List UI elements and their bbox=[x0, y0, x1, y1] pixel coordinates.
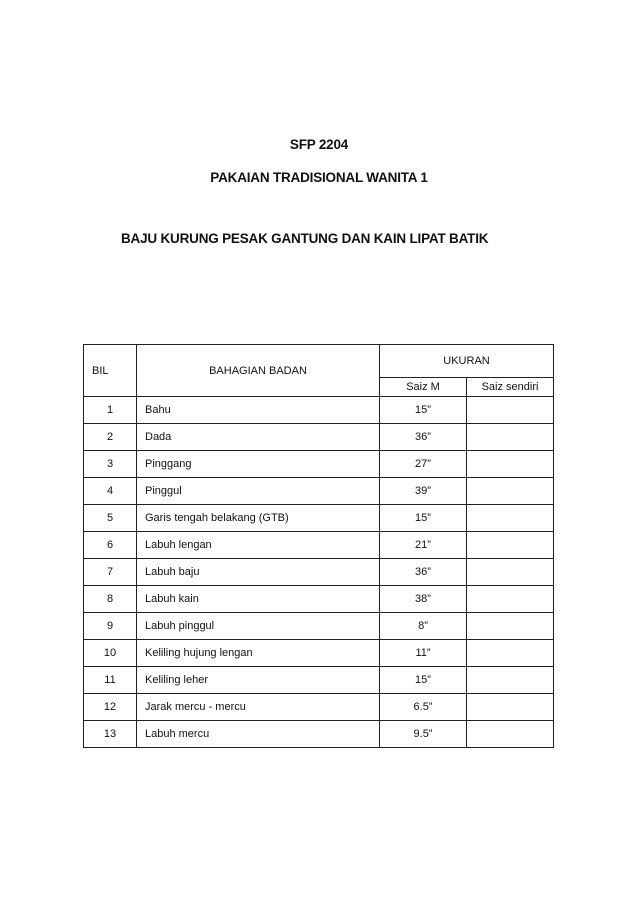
body-part-cell: Jarak mercu - mercu bbox=[137, 694, 380, 721]
row-number: 2 bbox=[84, 424, 137, 451]
table-body bbox=[84, 397, 554, 748]
table-row bbox=[84, 559, 554, 586]
row-number: 10 bbox=[84, 640, 137, 667]
size-own-cell bbox=[467, 397, 554, 424]
body-part-cell: Bahu bbox=[137, 397, 380, 424]
subject-title: BAJU KURUNG PESAK GANTUNG DAN KAIN LIPAT BATIK bbox=[121, 231, 489, 246]
size-own-cell bbox=[467, 532, 554, 559]
size-m-cell: 39” bbox=[380, 478, 467, 505]
body-part-cell: Labuh baju bbox=[137, 559, 380, 586]
size-own-cell bbox=[467, 613, 554, 640]
table-row bbox=[84, 397, 554, 424]
size-own-cell bbox=[467, 694, 554, 721]
size-m-cell: 9.5” bbox=[380, 721, 467, 748]
body-part-cell: Labuh pinggul bbox=[137, 613, 380, 640]
size-m-cell: 15” bbox=[380, 667, 467, 694]
table-row bbox=[84, 424, 554, 451]
body-part-cell: Garis tengah belakang (GTB) bbox=[137, 505, 380, 532]
size-own-cell bbox=[467, 505, 554, 532]
size-m-cell: 15” bbox=[380, 505, 467, 532]
size-own-cell bbox=[467, 451, 554, 478]
size-m-cell: 6.5” bbox=[380, 694, 467, 721]
size-m-cell: 27” bbox=[380, 451, 467, 478]
row-number: 11 bbox=[84, 667, 137, 694]
body-part-cell: Pinggul bbox=[137, 478, 380, 505]
header-size-m: Saiz M bbox=[380, 378, 467, 397]
row-number: 13 bbox=[84, 721, 137, 748]
row-number: 3 bbox=[84, 451, 137, 478]
row-number: 4 bbox=[84, 478, 137, 505]
body-part-cell: Labuh lengan bbox=[137, 532, 380, 559]
row-number: 12 bbox=[84, 694, 137, 721]
table-row bbox=[84, 451, 554, 478]
row-number: 5 bbox=[84, 505, 137, 532]
body-part-cell: Labuh kain bbox=[137, 586, 380, 613]
table-row bbox=[84, 478, 554, 505]
size-own-cell bbox=[467, 424, 554, 451]
size-own-cell bbox=[467, 640, 554, 667]
body-part-cell: Labuh mercu bbox=[137, 721, 380, 748]
size-m-cell: 8” bbox=[380, 613, 467, 640]
table-row bbox=[84, 667, 554, 694]
size-m-cell: 11” bbox=[380, 640, 467, 667]
table-row bbox=[84, 721, 554, 748]
table-row bbox=[84, 505, 554, 532]
row-number: 6 bbox=[84, 532, 137, 559]
size-own-cell bbox=[467, 478, 554, 505]
header-body-part: BAHAGIAN BADAN bbox=[137, 345, 380, 397]
size-m-cell: 21” bbox=[380, 532, 467, 559]
body-part-cell: Keliling hujung lengan bbox=[137, 640, 380, 667]
size-own-cell bbox=[467, 721, 554, 748]
course-code: SFP 2204 bbox=[289, 137, 349, 152]
size-own-cell bbox=[467, 586, 554, 613]
header-size-own: Saiz sendiri bbox=[467, 378, 554, 397]
size-own-cell bbox=[467, 667, 554, 694]
table-row bbox=[84, 532, 554, 559]
size-m-cell: 15” bbox=[380, 397, 467, 424]
body-part-cell: Pinggang bbox=[137, 451, 380, 478]
body-part-cell: Dada bbox=[137, 424, 380, 451]
row-number: 9 bbox=[84, 613, 137, 640]
table-row bbox=[84, 613, 554, 640]
table-row bbox=[84, 694, 554, 721]
table-row bbox=[84, 586, 554, 613]
size-own-cell bbox=[467, 559, 554, 586]
measurement-table bbox=[83, 344, 554, 748]
size-m-cell: 36” bbox=[380, 559, 467, 586]
header-bil: BIL bbox=[84, 345, 137, 397]
course-title: PAKAIAN TRADISIONAL WANITA 1 bbox=[210, 170, 428, 185]
row-number: 1 bbox=[84, 397, 137, 424]
size-m-cell: 38” bbox=[380, 586, 467, 613]
header-ukuran: UKURAN bbox=[380, 345, 554, 378]
row-number: 7 bbox=[84, 559, 137, 586]
body-part-cell: Keliling leher bbox=[137, 667, 380, 694]
row-number: 8 bbox=[84, 586, 137, 613]
size-m-cell: 36” bbox=[380, 424, 467, 451]
table-row bbox=[84, 640, 554, 667]
